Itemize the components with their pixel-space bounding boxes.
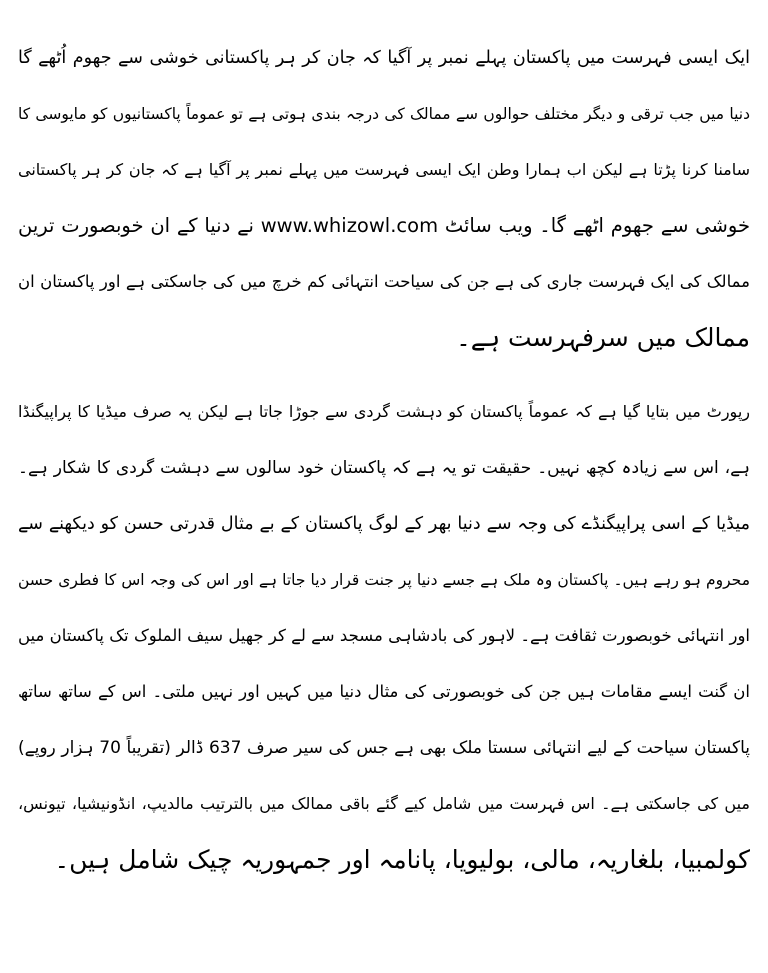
text-line: سامنا کرنا پڑتا ہے لیکن اب ہمارا وطن ایک ایسی فہرست میں پہلے نمبر پر آگیا ہے کہ جان کر ہر پاکستانی [18,160,750,179]
text-line: محروم ہو رہے ہیں۔ پاکستان وہ ملک ہے جسے دنیا پر جنت قرار دیا جاتا ہے اور اس کی وجہ اس کا فطری حسن [18,571,750,589]
text-line: ایک ایسی فہرست میں پاکستان پہلے نمبر پر آگیا کہ جان کر ہر پاکستانی خوشی سے جھوم اُٹھے گا [18,48,750,68]
text-line: ممالک میں سرفہرست ہے۔ [456,323,750,352]
text-line: خوشی سے جھوم اٹھے گا۔ ویب سائٹ www.whizowl.com نے دنیا کے ان خوبصورت ترین [18,214,750,237]
text-line: ممالک کی ایک فہرست جاری کی ہے جن کی سیاحت انتہائی کم خرچ میں کی جاسکتی ہے اور پاکستان ان [18,272,750,291]
text-line: دنیا میں جب ترقی و دیگر مختلف حوالوں سے ممالک کی درجہ بندی ہوتی ہے تو عموماً پاکستانیوں کو مایوسی کا [18,105,750,123]
text-line: پاکستان سیاحت کے لیے انتہائی سستا ملک بھی ہے جس کی سیر صرف 637 ڈالر (تقریباً 70 ہزار روپے) [18,738,750,758]
text-line: میں کی جاسکتی ہے۔ اس فہرست میں شامل کیے گئے باقی ممالک میں بالترتیب مالدیپ، انڈونیشیا، تیونس، [18,794,750,813]
text-line: رپورٹ میں بتایا گیا ہے کہ عموماً پاکستان کو دہشت گردی سے جوڑا جاتا ہے لیکن یہ صرف میڈیا کا پراپیگنڈا [18,402,750,421]
text-line: ان گنت ایسے مقامات ہیں جن کی خوبصورتی کی مثال دنیا میں کہیں اور نہیں ملتی۔ اس کے ساتھ ساتھ [18,682,750,701]
text-line: کولمبیا، بلغاریہ، مالی، بولیویا، پانامہ اور جمہوریہ چیک شامل ہیں۔ [54,845,750,874]
text-line: میڈیا کے اسی پراپیگنڈے کی وجہ سے دنیا بھر کے لوگ پاکستان کے بے مثال قدرتی حسن کو دیکھنے سے [18,514,750,534]
text-line: اور انتہائی خوبصورت ثقافت ہے۔ لاہور کی بادشاہی مسجد سے لے کر جھیل سیف الملوک تک پاکستان میں [18,626,750,645]
text-line: ہے، اس سے زیادہ کچھ نہیں۔ حقیقت تو یہ ہے کہ پاکستان خود سالوں سے دہشت گردی کا شکار ہے۔ [18,458,750,478]
paragraph-intro [18,30,750,366]
paragraph-report [18,384,750,888]
article-body [18,30,750,888]
